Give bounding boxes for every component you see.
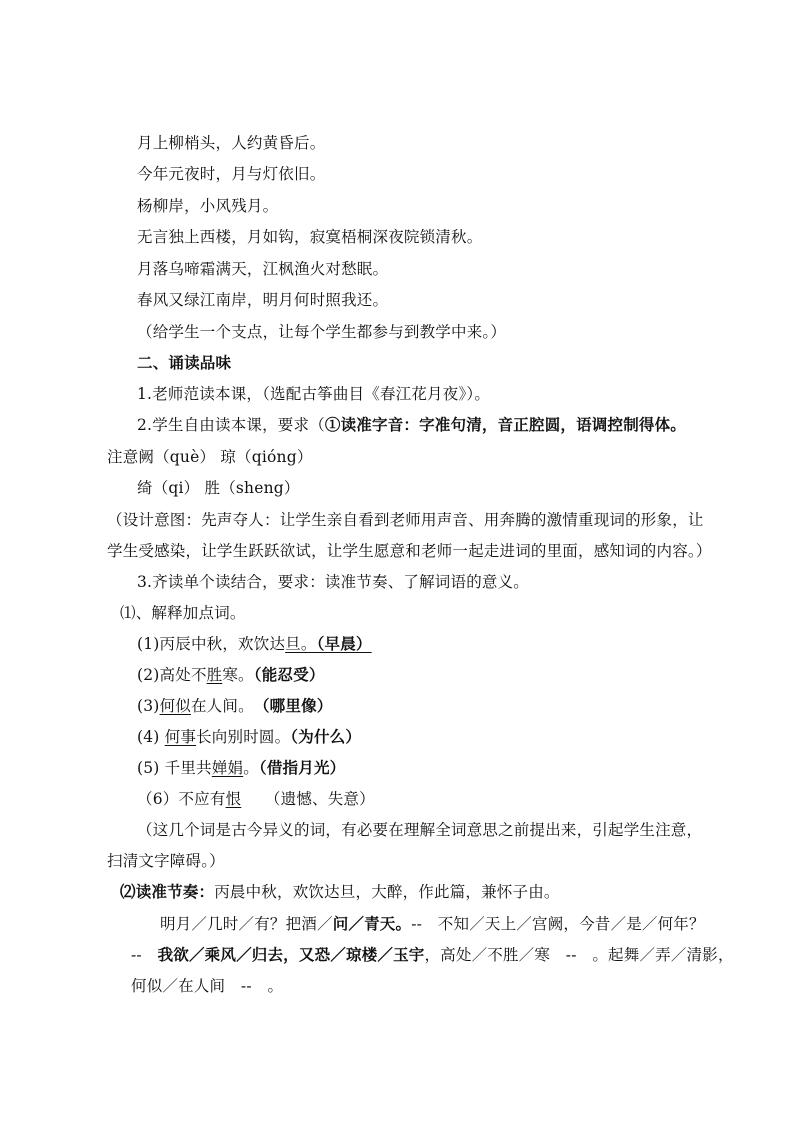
sub-heading-2-text: 丙晨中秋，欢饮达旦，大醉，作此篇，兼怀子由。	[214, 883, 560, 901]
rhythm-text: 明月／几时／有？把酒／	[160, 915, 333, 933]
sub-heading-2-bold: ⑵读准节奏：	[120, 882, 215, 901]
vocab-item	[137, 634, 372, 654]
step-1: 1.老师范读本课，（选配古筝曲目《春江花月夜》）。	[137, 385, 491, 403]
vocab-text	[241, 790, 272, 808]
vocab-text: (2)高处不	[137, 666, 207, 684]
vocab-term: 何似	[159, 697, 191, 715]
vocab-answer: （为什么）	[290, 727, 362, 746]
step-2-continuation: 注意阙（què） 琼（qióng）	[107, 448, 313, 466]
vocab-item	[137, 758, 345, 778]
rhythm-line	[131, 945, 734, 965]
section-heading: 二、诵读品味	[137, 353, 232, 372]
vocab-text: （6）不应有	[137, 790, 226, 808]
rhythm-text-bold: 我欲／乘风／归去，又恐／琼楼／玉宇	[157, 945, 425, 964]
poem-line: 杨柳岸，小风残月。	[137, 197, 279, 215]
design-note-line: 学生受感染，让学生跃跃欲试，让学生愿意和老师一起走进词的里面，感知词的内容。）	[107, 542, 712, 560]
vocab-text: 寒。	[222, 666, 254, 684]
vocab-note-line: （这几个词是古今异义的词，有必要在理解全词意思之前提出来，引起学生注意，	[137, 821, 703, 839]
teaching-note: （给学生一个支点，让每个学生都参与到教学中来。）	[137, 323, 507, 341]
step-2	[137, 415, 686, 435]
rhythm-line: 何似／在人间 -- 。	[131, 977, 284, 995]
poem-line: 今年元夜时，月与灯依旧。	[137, 165, 326, 183]
vocab-item	[137, 789, 375, 809]
vocab-term: 旦。	[285, 635, 317, 653]
sub-heading-2	[120, 882, 560, 902]
vocab-text: (3)	[137, 697, 160, 715]
poem-line: 春风又绿江南岸，明月何时照我还。	[137, 291, 389, 309]
vocab-item	[137, 727, 361, 747]
vocab-term: 恨	[225, 790, 242, 808]
step-2-line2: 绮（qi） 胜（sheng）	[137, 479, 300, 497]
vocab-text: 在人间。	[190, 697, 262, 715]
vocab-text: 。	[243, 759, 259, 777]
poem-line: 月上柳梢头，人约黄昏后。	[137, 134, 326, 152]
poem-line: 无言独上西楼，月如钩，寂寞梧桐深夜院锁清秋。	[137, 228, 483, 246]
vocab-text: 长向别时圆。	[196, 728, 291, 746]
sub-heading-1: ⑴、解释加点词。	[120, 604, 246, 622]
step-3: 3.齐读单个读结合，要求：读准节奏、了解词语的意义。	[137, 573, 529, 591]
rhythm-text: ，高处／不胜／寒 -- 。起舞／弄／清影，	[424, 946, 734, 964]
vocab-text: (5) 千里共	[137, 759, 212, 777]
vocab-answer: （早晨）	[316, 634, 372, 653]
vocab-text: (4)	[137, 728, 165, 746]
vocab-answer: （遗憾、失意）	[272, 790, 375, 808]
vocab-note-line: 扫清文字障碍。）	[107, 852, 225, 870]
vocab-term: 婵娟	[211, 759, 244, 777]
vocab-answer: （借指月光）	[258, 758, 346, 777]
vocab-answer: （能忍受）	[253, 665, 325, 684]
vocab-text: (1)丙辰中秋，欢饮达	[137, 635, 286, 653]
vocab-item	[137, 696, 333, 716]
rhythm-text-bold: 问／青天。	[332, 914, 412, 933]
vocab-item	[137, 665, 325, 685]
design-note-line: （设计意图：先声夺人：让学生亲自看到老师用声音、用奔腾的激情重现词的形象，让	[107, 511, 704, 529]
vocab-term: 胜	[206, 666, 223, 684]
poem-line: 月落乌啼霜满天，江枫渔火对愁眠。	[137, 260, 389, 278]
rhythm-text: --	[131, 946, 158, 964]
vocab-answer: （哪里像）	[261, 696, 333, 715]
vocab-term: 何事	[164, 728, 197, 746]
rhythm-line	[160, 914, 705, 934]
step-2-prefix: 2.学生自由读本课，要求（	[137, 416, 325, 434]
step-2-bold: ①读准字音：字准句清，音正腔圆，语调控制得体。	[324, 415, 686, 434]
rhythm-text: -- 不知／天上／宫阙，今昔／是／何年？	[411, 915, 705, 933]
